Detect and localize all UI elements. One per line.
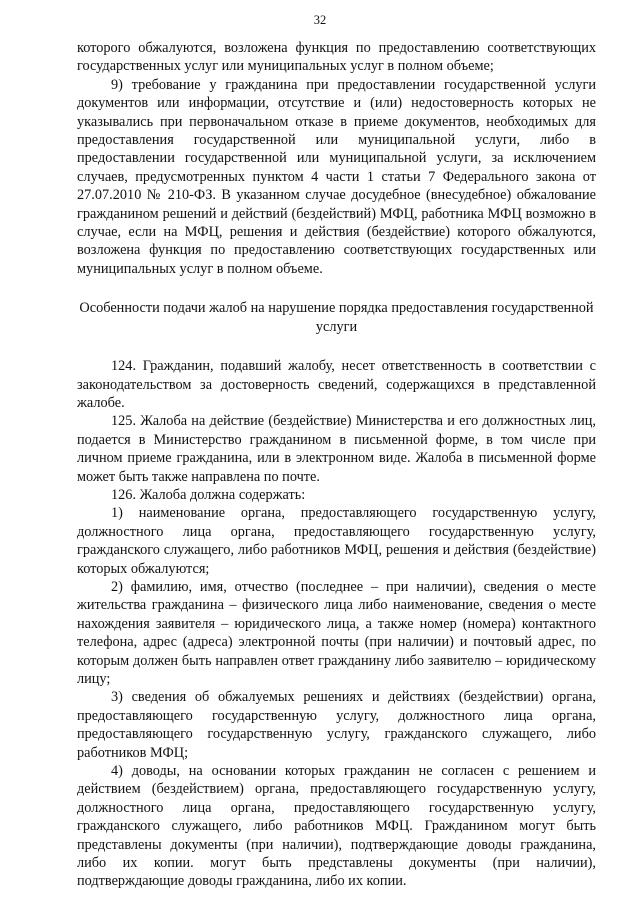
spacer <box>77 336 596 357</box>
paragraph-125: 125. Жалоба на действие (бездействие) Министерства и его должностных лиц, подается в Министерство гражданином в письменной форме, в том числе при личном приеме гражданина, или в электронном виде. Жалоба в письменной форме может быть также направлена по почте. <box>77 413 596 485</box>
page-number: 32 <box>313 13 327 27</box>
list-item-4: 4) доводы, на основании которых гражданин не согласен с решением и действием (бездействием) органа, предоставляющего государственную услугу, должностного лица органа, предоставляющего государственную услугу, гражданского служащего, либо работников МФЦ. Гражданином могут быть представлены документы (при наличии), подтверждающие доводы гражданина, либо их копии. могут быть представлены документы (при наличии), подтверждающие доводы гражданина, либо их копии. <box>77 763 596 890</box>
list-item-2: 2) фамилию, имя, отчество (последнее – при наличии), сведения о месте жительства гражданина – физического лица либо наименование, сведения о месте нахождения заявителя – юридического лица, а также номер (номера) контактного телефона, адрес (адреса) электронной почты (при наличии) и почтовый адрес, по которым должен быть направлен ответ гражданину либо заявителю – юридическому лицу; <box>77 578 596 687</box>
paragraph-continuation: которого обжалуются, возложена функция по предоставлению соответствующих государственных услуг или муниципальных услуг в полном объеме; <box>77 40 596 75</box>
paragraph-124: 124. Гражданин, подавший жалобу, несет ответственность в соответствии с законодательством за достоверность сведений, содержащихся в представленной жалобе. <box>77 358 596 411</box>
paragraph-item-9: 9) требование у гражданина при предоставлении государственной услуги документов или информации, отсутствие и (или) недостоверность которых не указывались при первоначальном отказе в приеме документов, необходимых для предоставления государственной или муниципальной услуги, либо в предоставлении государственной или муниципальной услуги, за исключением случаев, предусмотренных пунктом 4 части 1 статьи 7 Федерального закона от 27.07.2010 № 210-ФЗ. В указанном случае досудебное (внесудебное) обжалование гражданином решений и действий (бездействий) МФЦ, работника МФЦ возможно в случае, если на МФЦ, решения и действия (бездействие) которого обжалуются, возложена функция по предоставлению соответствующих государственных или муниципальных услуг в полном объеме. <box>77 76 596 277</box>
section-heading: Особенности подачи жалоб на нарушение порядка предоставления государственной услуги <box>79 300 594 335</box>
spacer <box>77 278 596 299</box>
paragraph-126: 126. Жалоба должна содержать: <box>111 486 306 503</box>
list-item-1: 1) наименование органа, предоставляющего государственную услугу, должностного лица органа, предоставляющего государственную услугу, гражданского служащего, либо работников МФЦ, решения и действия (бездействие) которых обжалуются; <box>77 505 596 577</box>
list-item-3: 3) сведения об обжалуемых решениях и действиях (бездействии) органа, предоставляющего государственную услугу, должностного лица органа, предоставляющего государственную услугу, гражданского служащего, либо работников МФЦ; <box>77 689 596 761</box>
document-body <box>77 39 596 891</box>
